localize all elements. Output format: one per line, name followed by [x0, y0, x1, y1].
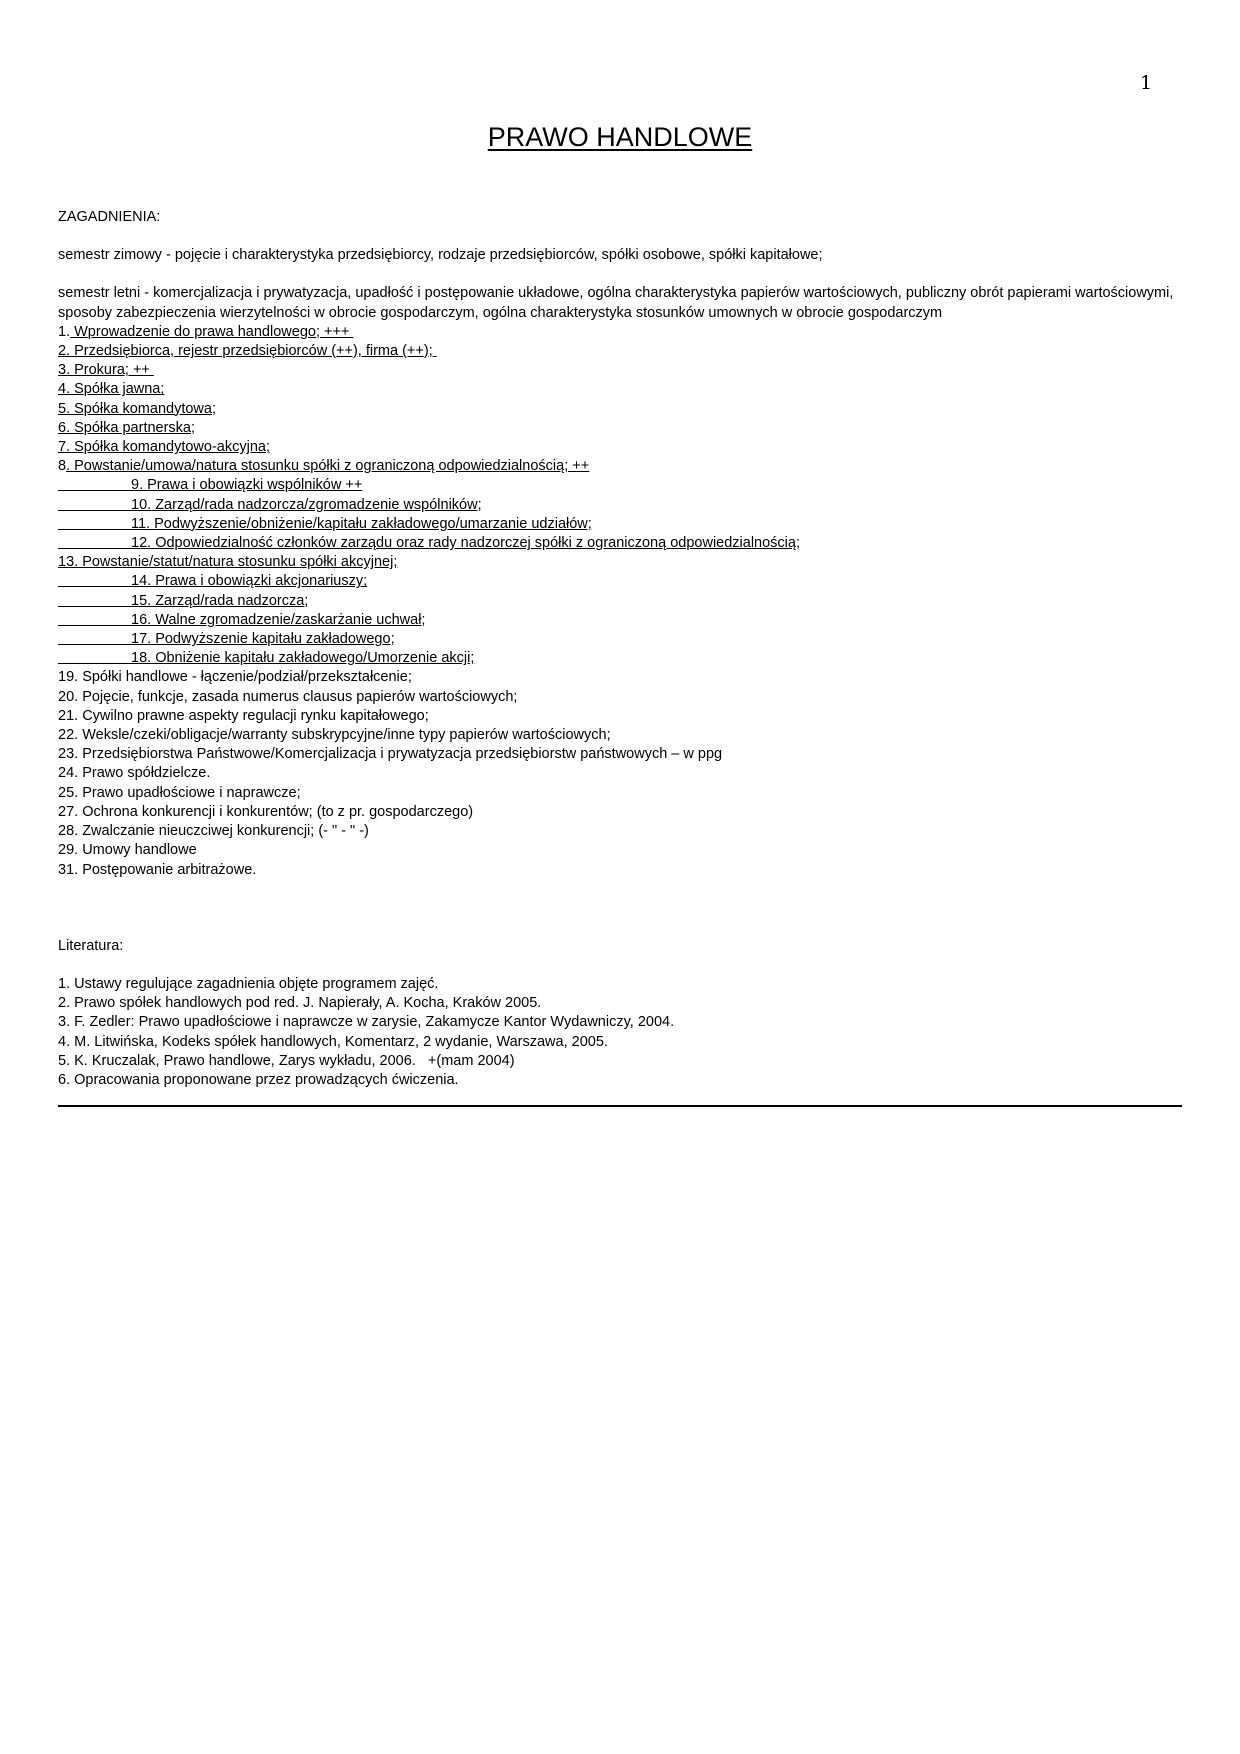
topic-item	[58, 400, 1183, 419]
topic-item	[58, 457, 1183, 476]
topic-item	[58, 649, 1183, 668]
indent-underline	[58, 592, 131, 607]
topic-item	[58, 841, 1183, 860]
topic-number: 4.	[58, 381, 71, 398]
literature-item: 2. Prawo spółek handlowych pod red. J. Napierały, A. Kocha, Kraków 2005.	[58, 995, 542, 1012]
topic-number: 18.	[131, 650, 152, 667]
topic-number: 14.	[131, 573, 152, 590]
topic-text: Wprowadzenie do prawa handlowego; +++	[70, 323, 354, 340]
topic-item	[58, 323, 1183, 342]
topic-number: 19.	[58, 669, 79, 686]
literatura-heading: Literatura:	[58, 937, 124, 954]
topic-text: Postępowanie arbitrażowe.	[78, 861, 257, 878]
indent-underline	[58, 496, 131, 511]
topic-item	[58, 861, 1183, 880]
topic-text: Prawo upadłościowe i naprawcze;	[78, 784, 301, 801]
topic-item	[58, 592, 1183, 611]
topic-item	[58, 380, 1183, 399]
indent-underline	[58, 572, 131, 587]
topic-text: Weksle/czeki/obligacje/warranty subskrypcyjne/inne typy papierów wartościowych;	[78, 727, 611, 744]
topics-list	[58, 323, 1183, 880]
topic-number: 13.	[58, 554, 79, 571]
topic-item	[58, 342, 1183, 361]
topic-item	[58, 476, 1183, 495]
topic-item	[58, 534, 1183, 553]
topic-item	[58, 572, 1183, 591]
topic-text: Cywilno prawne aspekty regulacji rynku kapitałowego;	[78, 707, 429, 724]
topic-text: Odpowiedzialność członków zarządu oraz rady nadzorczej spółki z ograniczoną odpowiedzialnością;	[151, 535, 800, 552]
topic-number: 2.	[58, 343, 71, 360]
topic-text: Prawo spółdzielcze.	[78, 765, 211, 782]
topic-number: 7.	[58, 439, 71, 456]
topic-text: Podwyższenie kapitału zakładowego;	[151, 631, 395, 648]
topic-text: Przedsiębiorca, rejestr przedsiębiorców (++), firma (++);	[70, 343, 437, 360]
topic-number: 6.	[58, 419, 71, 436]
topic-number: 25.	[58, 784, 79, 801]
topic-item	[58, 668, 1183, 687]
topic-number: 12.	[131, 535, 152, 552]
topic-item	[58, 496, 1183, 515]
topic-number: 27.	[58, 803, 79, 820]
topic-text: Spółka partnerska;	[70, 419, 196, 436]
topic-text: Podwyższenie/obniżenie/kapitału zakładowego/umarzanie udziałów;	[150, 515, 592, 532]
topic-item	[58, 803, 1183, 822]
topic-text: Zwalczanie nieuczciwej konkurencji; (- " - " -)	[78, 823, 369, 840]
topic-number: 5.	[58, 400, 71, 417]
topic-item	[58, 764, 1183, 783]
literature-item: 4. M. Litwińska, Kodeks spółek handlowych, Komentarz, 2 wydanie, Warszawa, 2005.	[58, 1033, 608, 1050]
semestr-letni-text: semestr letni - komercjalizacja i prywatyzacja, upadłość i postępowanie układowe, ogólna charakterystyka papierów wartościowych, publiczny obrót papierami wartościowymi, sposoby zabezpieczenia wierzytelności w obrocie gospodarczym, ogólna charakterystyka stosunków umownych w obrocie gospodarczym	[58, 285, 1174, 321]
indent-underline	[58, 515, 131, 530]
topic-item	[58, 361, 1183, 380]
indent-underline	[58, 611, 131, 626]
zagadnienia-heading: ZAGADNIENIA:	[58, 209, 161, 225]
topic-item	[58, 438, 1183, 457]
topic-text: Ochrona konkurencji i konkurentów; (to z pr. gospodarczego)	[78, 803, 474, 820]
topic-item	[58, 515, 1183, 534]
topic-item	[58, 553, 1183, 572]
topic-text: Prokura; ++	[70, 362, 154, 379]
literature-list	[58, 975, 1183, 1090]
topic-text: Umowy handlowe	[78, 842, 197, 859]
topic-number: 8	[58, 458, 67, 475]
topic-item	[58, 630, 1183, 649]
indent-underline	[58, 649, 131, 664]
topic-number: 20.	[58, 688, 79, 705]
topic-number: 21.	[58, 707, 79, 724]
topic-number: 15.	[131, 592, 152, 609]
topic-text: Pojęcie, funkcje, zasada numerus clausus papierów wartościowych;	[78, 688, 518, 705]
topic-text: Spółka komandytowo-akcyjna;	[70, 439, 270, 456]
topic-number: 9.	[131, 477, 144, 494]
topic-text: Zarząd/rada nadzorcza/zgromadzenie wspólników;	[151, 496, 482, 513]
page-number: 1	[1140, 72, 1153, 94]
literature-item: 6. Opracowania proponowane przez prowadzących ćwiczenia.	[58, 1071, 459, 1088]
topic-text: Obniżenie kapitału zakładowego/Umorzenie akcji;	[151, 650, 475, 667]
topic-number: 23.	[58, 746, 79, 763]
literature-item: 5. K. Kruczalak, Prawo handlowe, Zarys wykładu, 2006. +(mam 2004)	[58, 1052, 515, 1069]
topic-item	[58, 611, 1183, 630]
literature-item: 3. F. Zedler: Prawo upadłościowe i naprawcze w zarysie, Zakamycze Kantor Wydawniczy, 2004.	[58, 1014, 675, 1031]
topic-text: Spółki handlowe - łączenie/podział/przekształcenie;	[78, 669, 412, 686]
topic-number: 1.	[58, 323, 71, 340]
topic-number: 10.	[131, 496, 152, 513]
topic-text: Przedsiębiorstwa Państwowe/Komercjalizacja i prywatyzacja przedsiębiorstw państwowych – w ppg	[78, 746, 723, 763]
topic-text: Prawa i obowiązki wspólników ++	[143, 477, 363, 494]
indent-underline	[58, 476, 131, 491]
topic-item	[58, 784, 1183, 803]
topic-number: 3.	[58, 362, 71, 379]
document-body	[58, 208, 1183, 1090]
topic-number: 16.	[131, 611, 152, 628]
topic-number: 24.	[58, 765, 79, 782]
topic-number: 29.	[58, 842, 79, 859]
topic-item	[58, 419, 1183, 438]
topic-item	[58, 688, 1183, 707]
topic-number: 11.	[131, 515, 151, 532]
topic-text: Spółka komandytowa;	[70, 400, 216, 417]
indent-underline	[58, 630, 131, 645]
bottom-rule-divider	[58, 1105, 1182, 1107]
document-title: PRAWO HANDLOWE	[487, 122, 753, 152]
semestr-zimowy-text: semestr zimowy - pojęcie i charakterystyka przedsiębiorcy, rodzaje przedsiębiorców, spółki osobowe, spółki kapitałowe;	[58, 247, 823, 264]
topic-text: Powstanie/statut/natura stosunku spółki akcyjnej;	[78, 554, 398, 571]
topic-number: 17.	[131, 631, 152, 648]
topic-number: 31.	[58, 861, 79, 878]
topic-number: 28.	[58, 823, 79, 840]
topic-item	[58, 745, 1183, 764]
topic-text: . Powstanie/umowa/natura stosunku spółki z ograniczoną odpowiedzialnością; ++	[66, 458, 590, 475]
topic-item	[58, 726, 1183, 745]
topic-item	[58, 707, 1183, 726]
literature-item: 1. Ustawy regulujące zagadnienia objęte programem zajęć.	[58, 975, 439, 992]
topic-number: 22.	[58, 727, 79, 744]
topic-item	[58, 822, 1183, 841]
topic-text: Prawa i obowiązki akcjonariuszy;	[151, 573, 368, 590]
topic-text: Walne zgromadzenie/zaskarżanie uchwał;	[151, 611, 426, 628]
topic-text: Spółka jawna;	[70, 381, 165, 398]
topic-text: Zarząd/rada nadzorcza;	[151, 592, 309, 609]
indent-underline	[58, 534, 131, 549]
